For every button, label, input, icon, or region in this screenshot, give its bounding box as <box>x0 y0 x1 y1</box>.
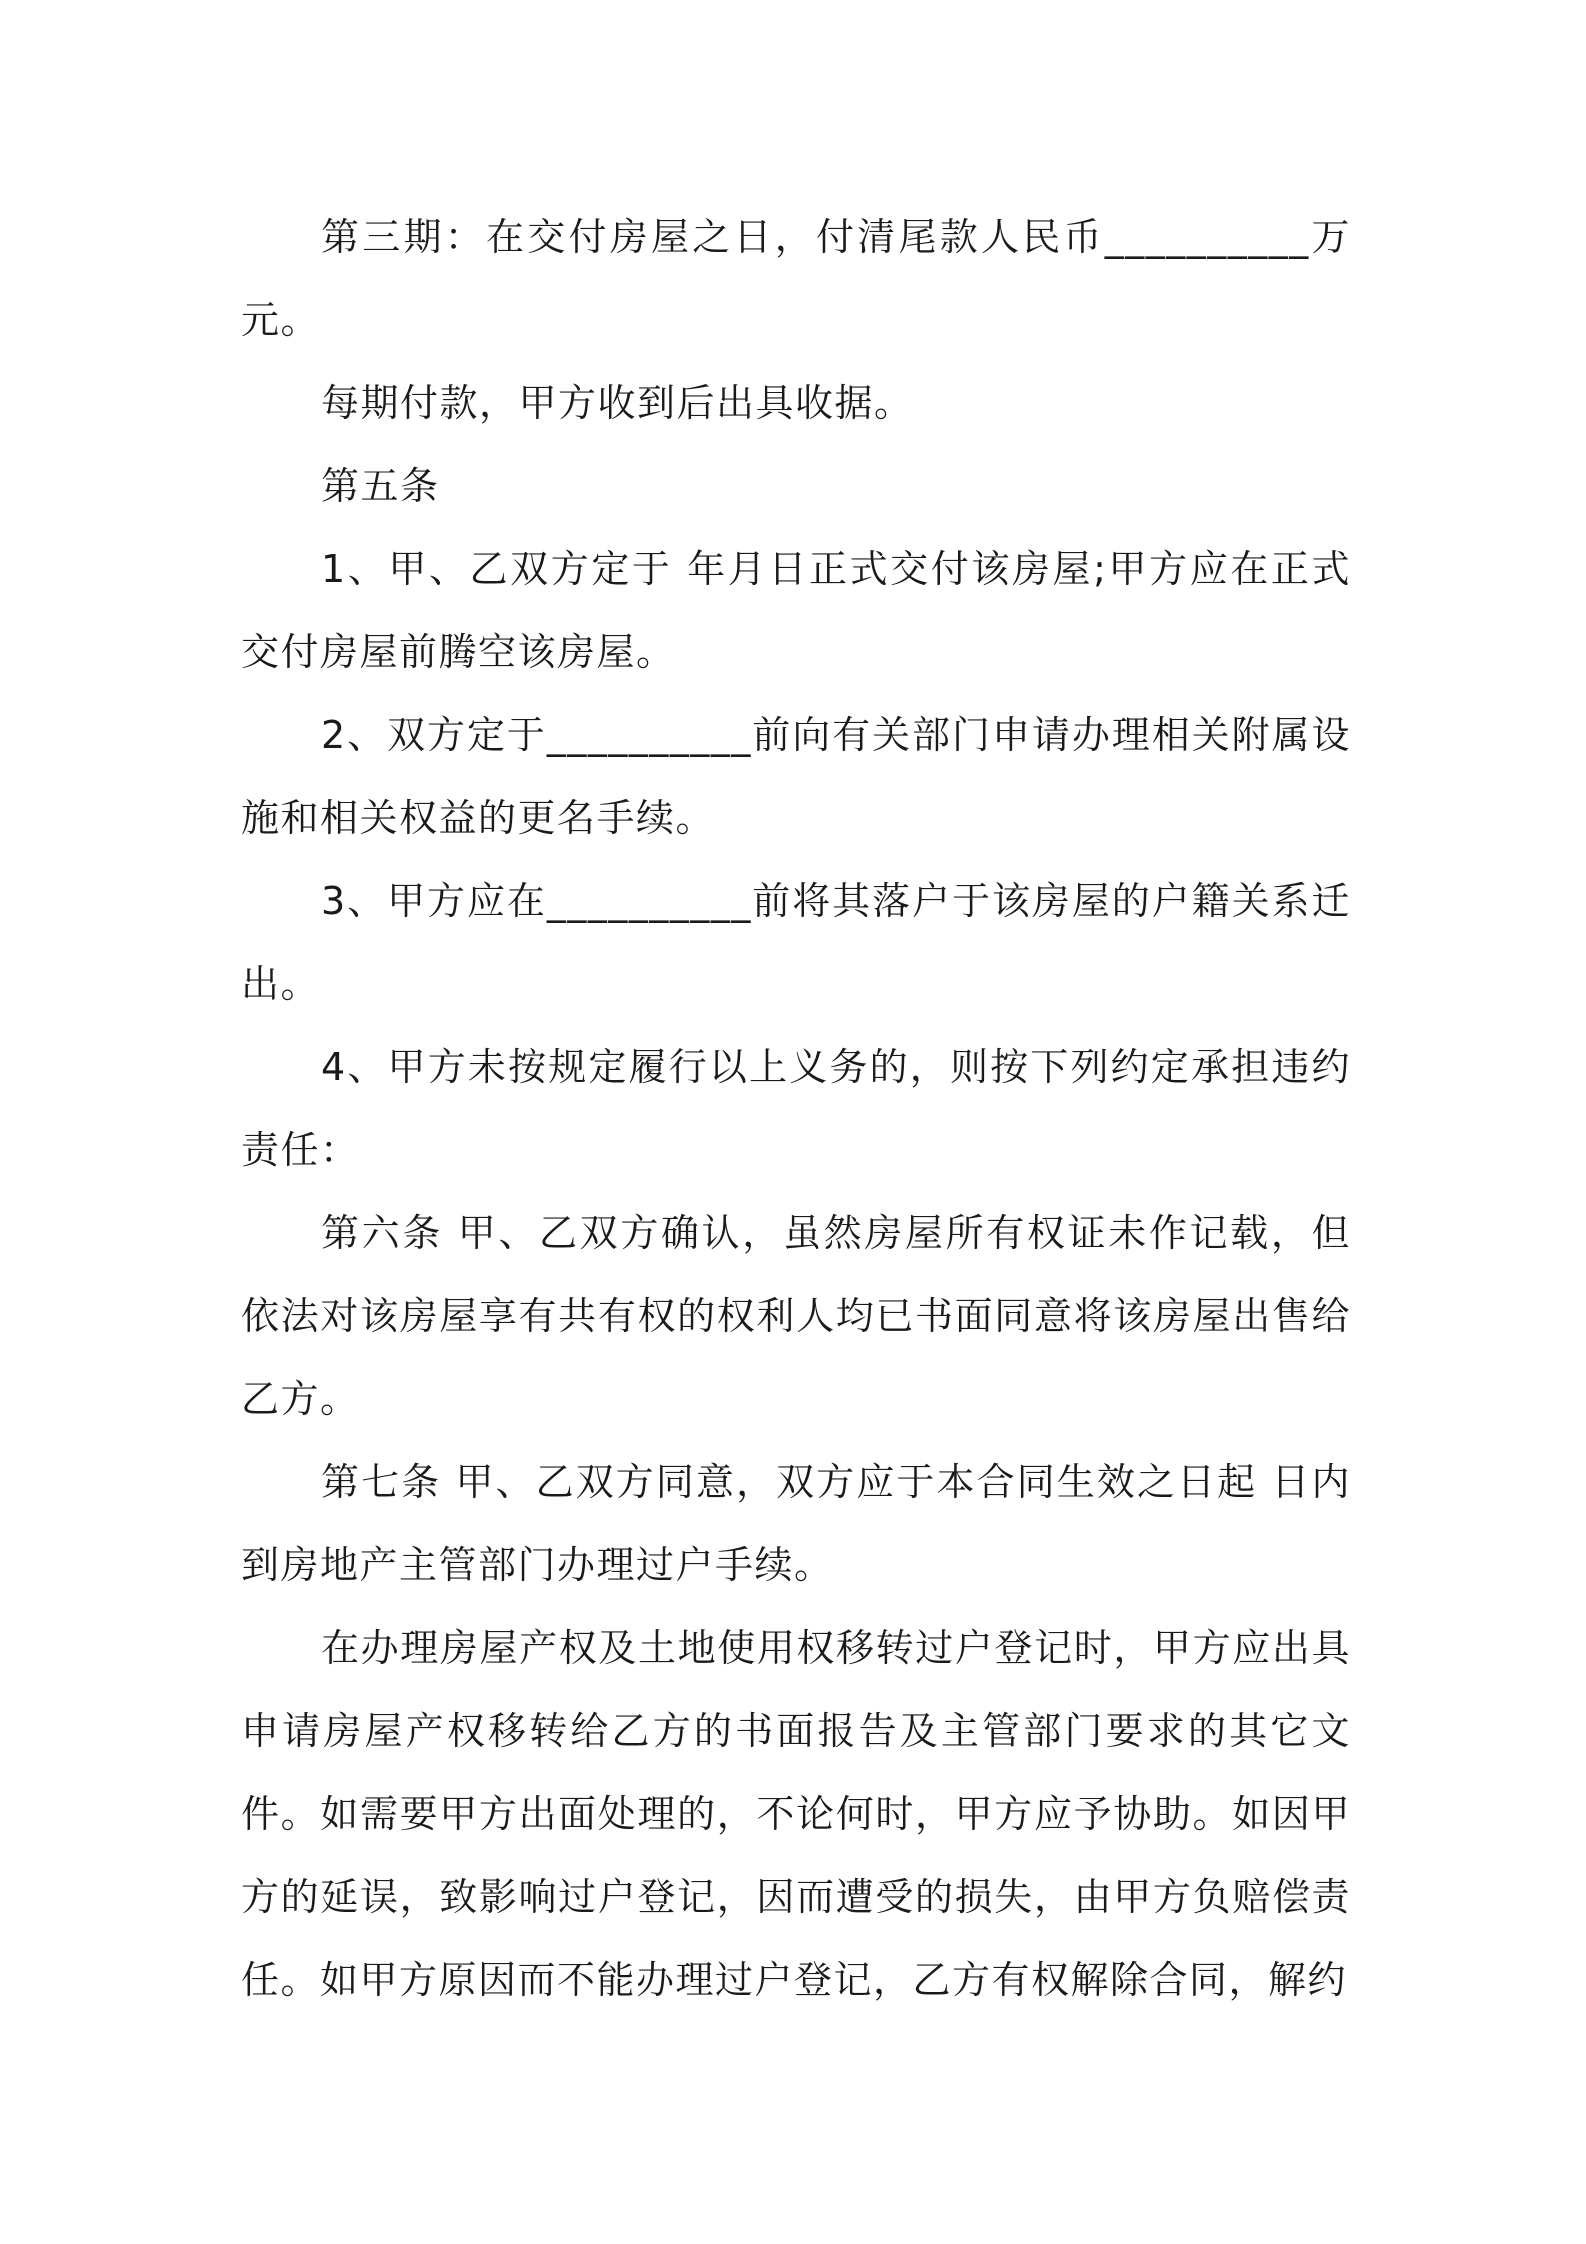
document-body <box>241 196 1351 2022</box>
paragraph-receipt: 每期付款，甲方收到后出具收据。 <box>321 381 914 425</box>
article-5-item-2: 2、双方定于__________前向有关部门申请办理相关附属设施和相关权益的更名手续。 <box>241 713 1351 840</box>
paragraph-transfer-registration: 在办理房屋产权及土地使用权移转过户登记时，甲方应出具申请房屋产权移转给乙方的书面报告及主管部门要求的其它文件。如需要甲方出面处理的，不论何时，甲方应予协助。如因甲方的延误，致影响过户登记，因而遭受的损失，由甲方负赔偿责任。如甲方原因而不能办理过户登记，乙方有权解除合同，解约 <box>241 1626 1351 2002</box>
paragraph-payment-phase-3: 第三期：在交付房屋之日，付清尾款人民币__________万元。 <box>241 215 1351 342</box>
article-5-item-1: 1、甲、乙双方定于 年月日正式交付该房屋;甲方应在正式交付房屋前腾空该房屋。 <box>241 547 1351 674</box>
article-5-heading: 第五条 <box>321 464 440 508</box>
article-7: 第七条 甲、乙双方同意，双方应于本合同生效之日起 日内到房地产主管部门办理过户手续。 <box>241 1460 1351 1587</box>
article-5-item-3: 3、甲方应在__________前将其落户于该房屋的户籍关系迁出。 <box>241 879 1351 1006</box>
article-5-item-4: 4、甲方未按规定履行以上义务的，则按下列约定承担违约责任： <box>241 1045 1351 1172</box>
article-6: 第六条 甲、乙双方确认，虽然房屋所有权证未作记载，但依法对该房屋享有共有权的权利人均已书面同意将该房屋出售给乙方。 <box>241 1211 1351 1421</box>
